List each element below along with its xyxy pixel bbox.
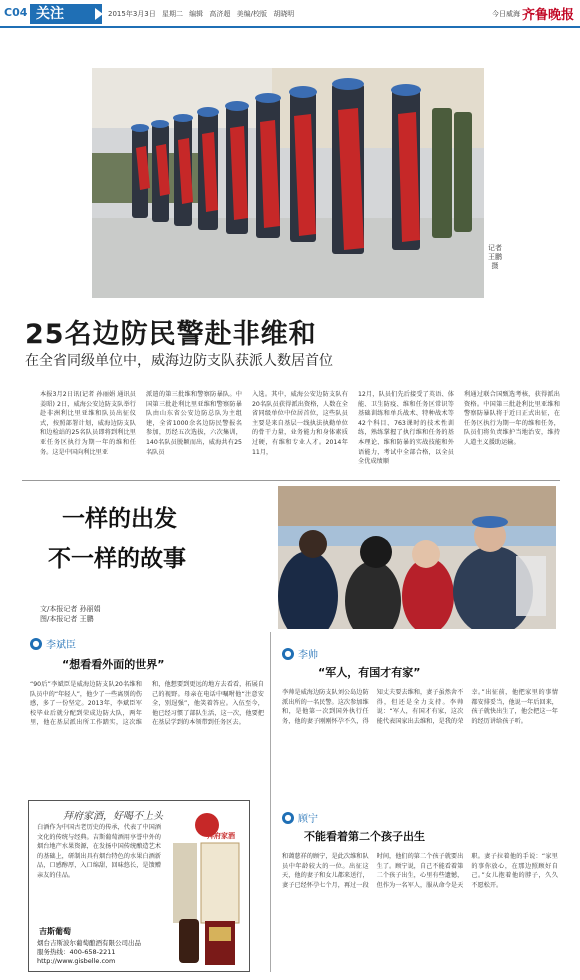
- ad-slogan: 拜府家酒，好喝不上头: [63, 811, 163, 822]
- story3-text: 和蔼慈祥的顾宁，是此次维和队员中年龄较大的一位。出征这天，他的妻子和女儿都来送行，妻子已经怀孕七个月，再过一段时间，他们的第二个孩子就要出生了。顾宁说，自己不能看着第二个孩子出生，心里有些遗憾，但作为一名军人，服从命令是天职。妻子拉着他的手说：“家里的事你放心，在那边照顾好自己。”女儿抱着他的脖子，久久不愿松开。: [282, 853, 558, 889]
- article-column-1: 本报3月2日讯(记者 孙丽娟 通讯员 姜昭) 2日，威海公安边防支队举行赴非洲利比里亚维和队员出征仪式，按照部署计划，威海边防支队和边检站的25名队员即将到利比里亚任务区执行为期一年的维和任务。这是中国向利比里亚: [40, 391, 136, 456]
- main-headline: 25名边防民警赴非维和: [25, 319, 317, 350]
- ad-company: 烟台吉斯波尔葡萄酿酒有限公司出品: [37, 939, 141, 947]
- story3-quote: 不能看着第二个孩子出生: [304, 830, 425, 843]
- story3-name: 顾宁: [298, 814, 318, 825]
- photo-credit-2: 图/本报记者 王鹏: [40, 615, 94, 623]
- section-dot-icon: ●: [282, 812, 294, 824]
- story2-quote: “军人，有国才有家”: [318, 666, 421, 679]
- story1-name: 李斌臣: [46, 640, 76, 651]
- feature-credits: [40, 604, 101, 624]
- farewell-illustration: [278, 486, 556, 629]
- article-column-2: 派遣的第三批维和警察防暴队。中国第三批赴利比里亚维和警察防暴队由山东省公安边防总队为主组建，全省1000余名边防民警报名参加，历经五次选拔，六次集训，140名队员脱颖而出，威海共有25名队员: [146, 391, 242, 456]
- ad-service: 服务热线：400-658-2211: [37, 948, 116, 956]
- section-divider: [22, 480, 560, 481]
- newspaper-logo: 齐鲁晚报: [521, 8, 574, 23]
- text-credit: 文/本报记者 孙丽娟: [40, 605, 101, 613]
- ad-brand: 吉斯葡萄: [39, 927, 71, 936]
- paper-edition: 今日威海: [492, 10, 520, 18]
- photo-credit: 记者 王鹏 摄: [488, 244, 502, 270]
- ad-product-image: [167, 809, 245, 969]
- sub-headline: 在全省同级单位中，威海边防支队获派人数居首位: [25, 353, 333, 369]
- ad-website: http://www.gisbelle.com: [37, 957, 116, 965]
- story1-text: “90后”李斌臣是威海边防支队20名维和队员中的“年轻人”，他少了一些离别的伤感，多了一份坚定。2013年，李斌臣军校毕业后就分配到荣成边防大队，两年里，他在基层派出所工作踏实，这次维和，他想要到更远的地方去看看，拓展自己的视野。母亲在电话中嘱咐他“注意安全，别逞强”，他笑着答应。入伍至今，他已经习惯了部队生活，这一次，他要把在基层学到的本领带到任务区去。: [30, 681, 264, 727]
- section-dot-icon: ●: [30, 638, 42, 650]
- feature-title-line2: 不一样的故事: [48, 546, 186, 572]
- article-body: [40, 390, 568, 476]
- page-number: C04: [4, 6, 28, 19]
- story2-header: [282, 646, 318, 661]
- section-label: 关注: [30, 4, 102, 24]
- story1-quote: “想看看外面的世界”: [62, 658, 165, 671]
- farewell-photo: [278, 486, 556, 629]
- ad-product-name: 拜府家酒: [207, 832, 235, 840]
- ad-body: 白酒作为中国古老历史的传承，代表了中国酒文化的传统与经典。吉斯葡萄酒用享誉中外的烟台地产水果资源，在发扬中国传统酿造艺术的基础上，研制出具有烟台特色的水果白酒新品，口感醇厚，入口绵甜，回味悠长，是馈赠亲友的佳品。: [37, 824, 161, 879]
- issue-meta: 2015年3月3日 星期二 编辑 高济超 美编/校版 胡晓明: [108, 10, 295, 18]
- article-column-4: 12月，队员们先后接受了英语、体能、卫生防疫、维和任务区常识等基础训练和单兵战术、特种战术等42个科目、763课时的技术性训练，熟练掌握了执行维和任务的基本理论、维和防暴的实战技能和外语能力，考试中全部合格，以全员全优成绩顺: [358, 391, 454, 466]
- advertisement: [28, 800, 250, 972]
- lead-photo: [92, 68, 484, 298]
- police-lineup-illustration: [92, 68, 484, 298]
- story1-header: [30, 636, 76, 651]
- section-dot-icon: ●: [282, 648, 294, 660]
- story2-name: 李帅: [298, 650, 318, 661]
- story2-text: 李帅是威海边防支队刘公岛边防派出所的一名民警。这次参加维和，是他第一次到国外执行任务，他的妻子刚刚怀孕不久，得知丈夫要去维和，妻子虽然舍不得，但还是全力支持。李帅说：“军人，有国才有家，这次能代表国家出去维和，是我的荣幸。”出征前，他把家里的事情都安排妥当，他说一年后回来，孩子就快出生了，他会把这一年的经历讲给孩子听。: [282, 689, 558, 725]
- story3-header: [282, 810, 318, 825]
- article-column-5: 利通过联合国甄选考核，获得派出资格。中国第三批赴利比里亚维和警察防暴队将于近日正式出征，在任务区执行为期一年的维和任务，队员们将负责维护当地治安，维持人道主义援助运输。: [464, 391, 560, 446]
- ad-contact: [37, 939, 141, 966]
- article-column-3: 入选。其中，威海公安边防支队有20名队员获得派出资格，人数在全省同级单位中位居首位，这些队员主要是来自基层一线执法执勤单位的骨干力量，业务能力和身体素质过硬，有维和专业人才。2014年11月，: [252, 391, 348, 456]
- column-divider: [270, 632, 271, 972]
- page-header: [0, 0, 580, 28]
- feature-title-line1: 一样的出发: [62, 506, 177, 532]
